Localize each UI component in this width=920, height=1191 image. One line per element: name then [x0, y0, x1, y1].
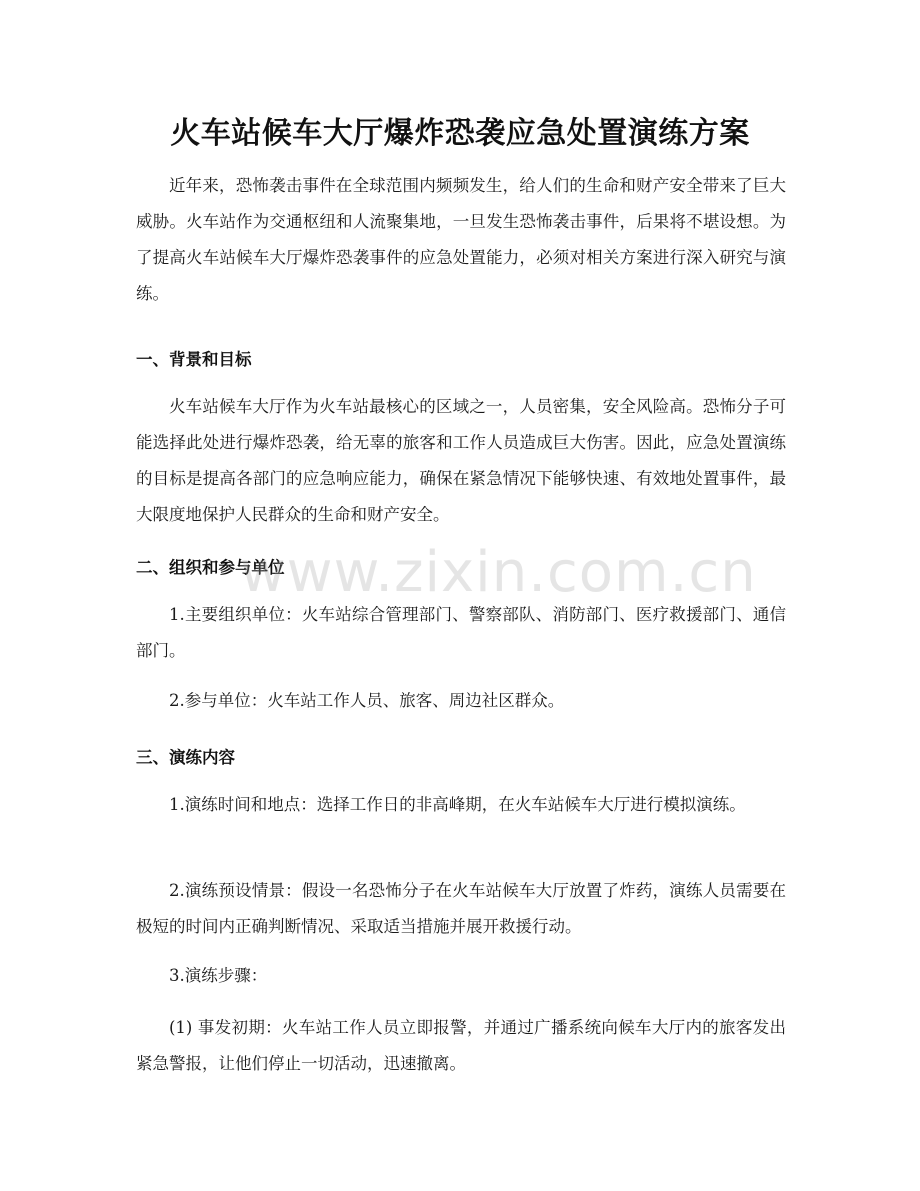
- section-heading-background: 一、背景和目标: [136, 350, 252, 369]
- section-paragraph: 3.演练步骤：: [169, 966, 268, 985]
- section-heading-organization: 二、组织和参与单位: [136, 558, 285, 577]
- section-paragraph: 1.演练时间和地点：选择工作日的非高峰期，在火车站候车大厅进行模拟演练。: [169, 795, 746, 814]
- watermark: www.zixin.com.cn: [240, 540, 757, 605]
- intro-paragraph: 近年来，恐怖袭击事件在全球范围内频频发生，给人们的生命和财产安全带来了巨大威胁。火车站作为交通枢纽和人流聚集地，一旦发生恐怖袭击事件，后果将不堪设想。为了提高火车站候车大厅爆炸恐袭事件的应急处置能力，必须对相关方案进行深入研究与演练。: [136, 176, 786, 303]
- section-paragraph: 2.演练预设情景：假设一名恐怖分子在火车站候车大厅放置了炸药，演练人员需要在极短的时间内正确判断情况、采取适当措施并展开救援行动。: [136, 881, 786, 936]
- section-paragraph: (1) 事发初期：火车站工作人员立即报警，并通过广播系统向候车大厅内的旅客发出紧急警报，让他们停止一切活动，迅速撤离。: [136, 1018, 786, 1073]
- section-paragraph: 火车站候车大厅作为火车站最核心的区域之一，人员密集，安全风险高。恐怖分子可能选择此处进行爆炸恐袭，给无辜的旅客和工作人员造成巨大伤害。因此，应急处置演练的目标是提高各部门的应急响应能力，确保在紧急情况下能够快速、有效地处置事件，最大限度地保护人民群众的生命和财产安全。: [136, 397, 786, 524]
- document-title: 火车站候车大厅爆炸恐袭应急处置演练方案: [170, 116, 750, 151]
- section-paragraph: 2.参与单位：火车站工作人员、旅客、周边社区群众。: [169, 691, 565, 710]
- section-heading-content: 三、演练内容: [136, 748, 235, 767]
- section-paragraph: 1.主要组织单位：火车站综合管理部门、警察部队、消防部门、医疗救援部门、通信部门。: [136, 605, 786, 660]
